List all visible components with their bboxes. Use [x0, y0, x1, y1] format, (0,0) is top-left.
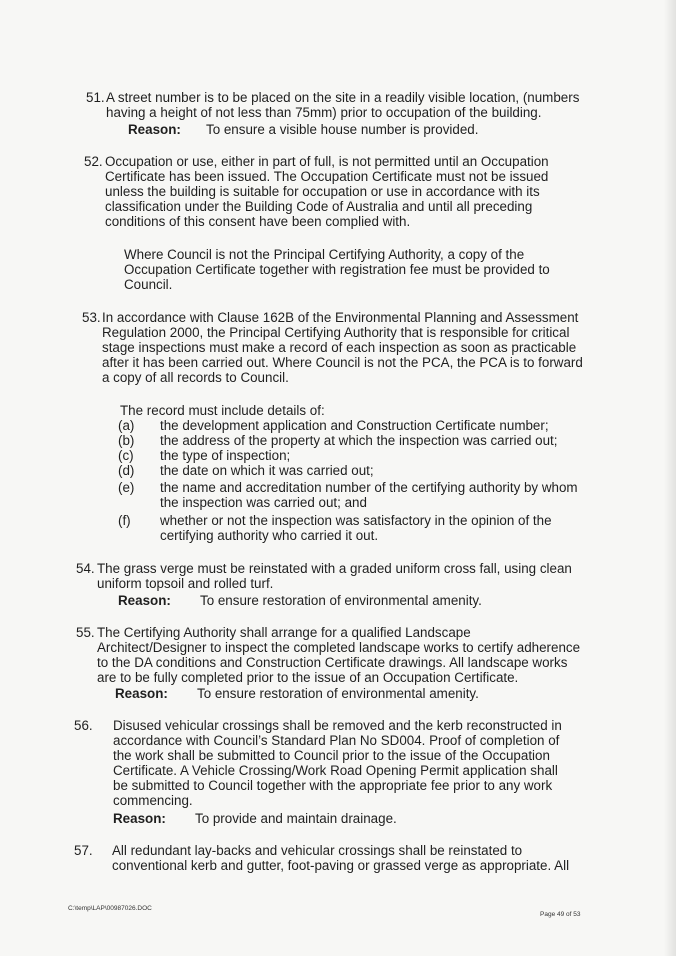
condition-57-number: 57.: [74, 843, 93, 858]
condition-54-number: 54.: [76, 561, 95, 576]
reason-label: Reason:: [115, 686, 168, 701]
condition-54-text: The grass verge must be reinstated with a graded uniform cross fall, using clean uniform topsoil and rolled turf.: [97, 561, 572, 591]
condition-53-text: In accordance with Clause 162B of the Environmental Planning and Assessment Regulation 2000, the Principal Certifying Authority that is responsible for critical stage inspections must make a record of each inspection as soon as practicable after it has been carried out. Where Council is not the PCA, the PCA is to forward a copy of all records to Council.: [102, 310, 583, 385]
condition-52-number: 52.: [84, 154, 103, 169]
record-list-intro: The record must include details of:: [120, 403, 325, 418]
condition-56-reason: [113, 811, 397, 826]
condition-52-paragraph-2: Where Council is not the Principal Certifying Authority, a copy of the Occupation Certificate together with registration fee must be provided to Council.: [124, 247, 550, 292]
reason-text: To provide and maintain drainage.: [195, 811, 397, 826]
list-item-letter: (f): [118, 513, 131, 528]
footer-page-number: Page 49 of 53: [540, 911, 581, 918]
list-item-letter: (d): [118, 463, 135, 478]
condition-55-text: The Certifying Authority shall arrange for a qualified Landscape Architect/Designer to inspect the completed landscape works to certify adherence to the DA conditions and Construction Certificate drawings. All landscape works are to be fully completed prior to the issue of an Occupation Certificate.: [97, 625, 581, 685]
list-item-letter: (b): [118, 433, 135, 448]
list-item: the type of inspection;: [160, 448, 291, 463]
list-item-letter: (c): [118, 448, 134, 463]
reason-text: To ensure restoration of environmental amenity.: [197, 686, 479, 701]
list-item: whether or not the inspection was satisfactory in the opinion of the certifying authority who carried it out.: [160, 513, 552, 543]
scan-edge-shadow: [664, 0, 676, 956]
footer-file-path: C:\temp\LAP\00987026.DOC: [68, 905, 152, 912]
list-item-letter: (e): [118, 480, 135, 495]
reason-text: To ensure restoration of environmental amenity.: [200, 593, 482, 608]
reason-label: Reason:: [118, 593, 171, 608]
condition-55-number: 55.: [76, 625, 95, 640]
reason-label: Reason:: [128, 122, 181, 137]
condition-56-number: 56.: [74, 718, 93, 733]
condition-52-text: Occupation or use, either in part of full, is not permitted until an Occupation Certificate has been issued. The Occupation Certificate must not be issued unless the building is suitable for occupation or use in accordance with its classification under the Building Code of Australia and until all preceding conditions of this consent have been complied with.: [105, 154, 549, 229]
reason-label: Reason:: [113, 811, 166, 826]
condition-56-text: Disused vehicular crossings shall be removed and the kerb reconstructed in accordance with Council’s Standard Plan No SD004. Proof of completion of the work shall be submitted to Council prior to the issue of the Occupation Certificate. A Vehicle Crossing/Work Road Opening Permit application shall be submitted to Council together with the appropriate fee prior to any work commencing.: [113, 718, 562, 808]
condition-51-text: A street number is to be placed on the site in a readily visible location, (numbers having a height of not less than 75mm) prior to occupation of the building.: [106, 90, 580, 120]
list-item: the date on which it was carried out;: [160, 463, 374, 478]
condition-55-reason: [115, 686, 479, 701]
condition-51-number: 51.: [86, 90, 105, 105]
list-item-letter: (a): [118, 418, 135, 433]
list-item: the name and accreditation number of the certifying authority by whom the inspection was carried out; and: [160, 480, 578, 510]
list-item: the development application and Construction Certificate number;: [160, 418, 549, 433]
reason-text: To ensure a visible house number is provided.: [206, 122, 479, 137]
condition-57-text: All redundant lay-backs and vehicular crossings shall be reinstated to conventional kerb and gutter, foot-paving or grassed verge as appropriate. All: [112, 843, 570, 873]
condition-51-reason: [128, 122, 478, 137]
condition-54-reason: [118, 593, 482, 608]
list-item: the address of the property at which the inspection was carried out;: [160, 433, 558, 448]
condition-53-number: 53.: [82, 310, 101, 325]
